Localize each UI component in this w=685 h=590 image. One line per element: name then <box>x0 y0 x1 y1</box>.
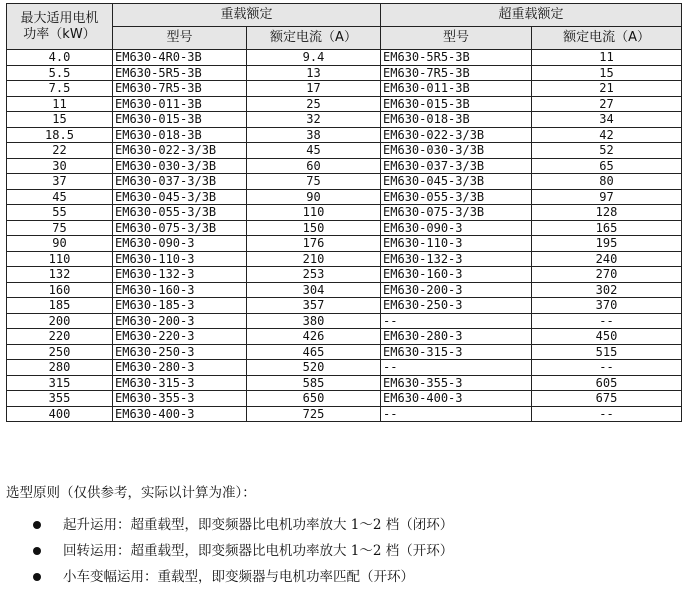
super-current-cell: -- <box>532 313 682 329</box>
table-row <box>7 313 682 329</box>
super-current-header: 额定电流（A） <box>532 27 682 50</box>
bullet-icon <box>33 521 41 529</box>
power-header-line2: 功率（kW） <box>23 26 96 42</box>
heavy-model-cell: EM630-090-3 <box>113 236 247 252</box>
super-model-cell: EM630-250-3 <box>381 298 532 314</box>
power-cell: 75 <box>7 220 113 236</box>
list-item-text: 回转运用：超重载型，即变频器比电机功率放大 1～2 档（开环） <box>63 543 454 559</box>
super-model-cell: EM630-037-3/3B <box>381 158 532 174</box>
heavy-current-cell: 9.4 <box>247 50 381 66</box>
super-model-cell: EM630-110-3 <box>381 236 532 252</box>
power-cell: 355 <box>7 391 113 407</box>
super-model-cell: EM630-011-3B <box>381 81 532 97</box>
heavy-model-cell: EM630-110-3 <box>113 251 247 267</box>
heavy-duty-header: 重载额定 <box>113 4 381 27</box>
super-model-cell: EM630-015-3B <box>381 96 532 112</box>
super-current-cell: 302 <box>532 282 682 298</box>
power-cell: 160 <box>7 282 113 298</box>
power-cell: 132 <box>7 267 113 283</box>
heavy-model-cell: EM630-355-3 <box>113 391 247 407</box>
power-header <box>7 4 113 50</box>
heavy-model-cell: EM630-015-3B <box>113 112 247 128</box>
heavy-current-cell: 304 <box>247 282 381 298</box>
super-current-cell: 240 <box>532 251 682 267</box>
power-cell: 55 <box>7 205 113 221</box>
heavy-current-cell: 465 <box>247 344 381 360</box>
super-current-cell: 270 <box>532 267 682 283</box>
super-current-cell: 65 <box>532 158 682 174</box>
heavy-model-header: 型号 <box>113 27 247 50</box>
table-row <box>7 143 682 159</box>
table-row <box>7 360 682 376</box>
power-cell: 110 <box>7 251 113 267</box>
power-cell: 4.0 <box>7 50 113 66</box>
heavy-model-cell: EM630-400-3 <box>113 406 247 422</box>
table-row <box>7 344 682 360</box>
heavy-model-cell: EM630-4R0-3B <box>113 50 247 66</box>
power-cell: 185 <box>7 298 113 314</box>
heavy-model-cell: EM630-280-3 <box>113 360 247 376</box>
heavy-current-cell: 150 <box>247 220 381 236</box>
heavy-current-cell: 426 <box>247 329 381 345</box>
table-row <box>7 205 682 221</box>
selection-principle: 选型原则（仅供参考，实际以计算为准）： <box>6 485 256 501</box>
heavy-current-cell: 380 <box>247 313 381 329</box>
bullet-icon <box>33 547 41 555</box>
heavy-current-cell: 650 <box>247 391 381 407</box>
power-cell: 15 <box>7 112 113 128</box>
super-current-cell: 97 <box>532 189 682 205</box>
heavy-model-cell: EM630-037-3/3B <box>113 174 247 190</box>
super-current-cell: 675 <box>532 391 682 407</box>
heavy-model-cell: EM630-220-3 <box>113 329 247 345</box>
super-current-cell: 21 <box>532 81 682 97</box>
super-current-cell: 605 <box>532 375 682 391</box>
super-model-cell: -- <box>381 406 532 422</box>
rating-table <box>6 3 682 422</box>
super-current-cell: 195 <box>532 236 682 252</box>
list-item <box>6 564 681 590</box>
list-item-text: 小车变幅运用：重载型，即变频器与电机功率匹配（开环） <box>63 569 414 585</box>
list-item <box>6 512 681 538</box>
power-cell: 90 <box>7 236 113 252</box>
power-header-line1: 最大适用电机 <box>20 10 99 26</box>
power-cell: 11 <box>7 96 113 112</box>
table-row <box>7 174 682 190</box>
heavy-current-cell: 357 <box>247 298 381 314</box>
heavy-current-cell: 210 <box>247 251 381 267</box>
super-current-cell: 128 <box>532 205 682 221</box>
heavy-model-cell: EM630-018-3B <box>113 127 247 143</box>
super-current-cell: 11 <box>532 50 682 66</box>
power-cell: 45 <box>7 189 113 205</box>
super-model-cell: EM630-075-3/3B <box>381 205 532 221</box>
super-model-cell: EM630-090-3 <box>381 220 532 236</box>
super-model-cell: EM630-7R5-3B <box>381 65 532 81</box>
heavy-model-cell: EM630-7R5-3B <box>113 81 247 97</box>
super-model-cell: EM630-030-3/3B <box>381 143 532 159</box>
super-model-cell: EM630-022-3/3B <box>381 127 532 143</box>
heavy-model-cell: EM630-160-3 <box>113 282 247 298</box>
super-current-cell: 370 <box>532 298 682 314</box>
heavy-model-cell: EM630-315-3 <box>113 375 247 391</box>
super-current-cell: 34 <box>532 112 682 128</box>
list-item-text: 起升运用：超重载型，即变频器比电机功率放大 1～2 档（闭环） <box>63 517 454 533</box>
power-cell: 280 <box>7 360 113 376</box>
table-row <box>7 220 682 236</box>
super-current-cell: 515 <box>532 344 682 360</box>
power-cell: 250 <box>7 344 113 360</box>
super-model-cell: EM630-160-3 <box>381 267 532 283</box>
list-item <box>6 538 681 564</box>
power-cell: 400 <box>7 406 113 422</box>
super-model-header: 型号 <box>381 27 532 50</box>
super-model-cell: EM630-055-3/3B <box>381 189 532 205</box>
heavy-model-cell: EM630-250-3 <box>113 344 247 360</box>
super-current-cell: 52 <box>532 143 682 159</box>
power-cell: 5.5 <box>7 65 113 81</box>
heavy-model-cell: EM630-030-3/3B <box>113 158 247 174</box>
heavy-current-cell: 38 <box>247 127 381 143</box>
heavy-model-cell: EM630-5R5-3B <box>113 65 247 81</box>
heavy-model-cell: EM630-055-3/3B <box>113 205 247 221</box>
heavy-current-cell: 520 <box>247 360 381 376</box>
heavy-current-header: 额定电流（A） <box>247 27 381 50</box>
super-current-cell: 15 <box>532 65 682 81</box>
table-row <box>7 50 682 66</box>
table-row <box>7 81 682 97</box>
heavy-model-cell: EM630-200-3 <box>113 313 247 329</box>
super-model-cell: EM630-355-3 <box>381 375 532 391</box>
super-model-cell: EM630-5R5-3B <box>381 50 532 66</box>
table-row <box>7 127 682 143</box>
table-row <box>7 282 682 298</box>
super-current-cell: 42 <box>532 127 682 143</box>
super-current-cell: 165 <box>532 220 682 236</box>
super-current-cell: 80 <box>532 174 682 190</box>
heavy-current-cell: 45 <box>247 143 381 159</box>
super-model-cell: -- <box>381 360 532 376</box>
heavy-current-cell: 725 <box>247 406 381 422</box>
super-model-cell: EM630-315-3 <box>381 344 532 360</box>
table-row <box>7 236 682 252</box>
super-current-cell: -- <box>532 360 682 376</box>
power-cell: 315 <box>7 375 113 391</box>
super-model-cell: EM630-045-3/3B <box>381 174 532 190</box>
heavy-model-cell: EM630-185-3 <box>113 298 247 314</box>
power-cell: 37 <box>7 174 113 190</box>
heavy-current-cell: 176 <box>247 236 381 252</box>
table-row <box>7 406 682 422</box>
selection-list <box>6 512 681 590</box>
super-current-cell: -- <box>532 406 682 422</box>
table-row <box>7 251 682 267</box>
heavy-current-cell: 253 <box>247 267 381 283</box>
heavy-model-cell: EM630-075-3/3B <box>113 220 247 236</box>
heavy-model-cell: EM630-045-3/3B <box>113 189 247 205</box>
heavy-model-cell: EM630-022-3/3B <box>113 143 247 159</box>
super-model-cell: EM630-132-3 <box>381 251 532 267</box>
heavy-current-cell: 17 <box>247 81 381 97</box>
table-row <box>7 298 682 314</box>
super-current-cell: 27 <box>532 96 682 112</box>
table-row <box>7 375 682 391</box>
table-row <box>7 329 682 345</box>
super-model-cell: EM630-400-3 <box>381 391 532 407</box>
super-model-cell: EM630-018-3B <box>381 112 532 128</box>
heavy-current-cell: 32 <box>247 112 381 128</box>
power-cell: 7.5 <box>7 81 113 97</box>
heavy-current-cell: 25 <box>247 96 381 112</box>
heavy-current-cell: 60 <box>247 158 381 174</box>
table-row <box>7 189 682 205</box>
heavy-current-cell: 110 <box>247 205 381 221</box>
heavy-model-cell: EM630-132-3 <box>113 267 247 283</box>
table-row <box>7 158 682 174</box>
power-cell: 18.5 <box>7 127 113 143</box>
table-row <box>7 96 682 112</box>
table-row <box>7 112 682 128</box>
super-current-cell: 450 <box>532 329 682 345</box>
power-cell: 200 <box>7 313 113 329</box>
heavy-current-cell: 90 <box>247 189 381 205</box>
super-model-cell: EM630-280-3 <box>381 329 532 345</box>
heavy-current-cell: 75 <box>247 174 381 190</box>
heavy-current-cell: 585 <box>247 375 381 391</box>
selection-notes <box>6 482 681 590</box>
super-heavy-duty-header: 超重载额定 <box>381 4 682 27</box>
power-cell: 30 <box>7 158 113 174</box>
heavy-model-cell: EM630-011-3B <box>113 96 247 112</box>
table-body <box>7 50 682 422</box>
bullet-icon <box>33 573 41 581</box>
power-cell: 220 <box>7 329 113 345</box>
super-model-cell: -- <box>381 313 532 329</box>
table-row <box>7 267 682 283</box>
heavy-current-cell: 13 <box>247 65 381 81</box>
power-cell: 22 <box>7 143 113 159</box>
table-row <box>7 391 682 407</box>
super-model-cell: EM630-200-3 <box>381 282 532 298</box>
table-row <box>7 65 682 81</box>
